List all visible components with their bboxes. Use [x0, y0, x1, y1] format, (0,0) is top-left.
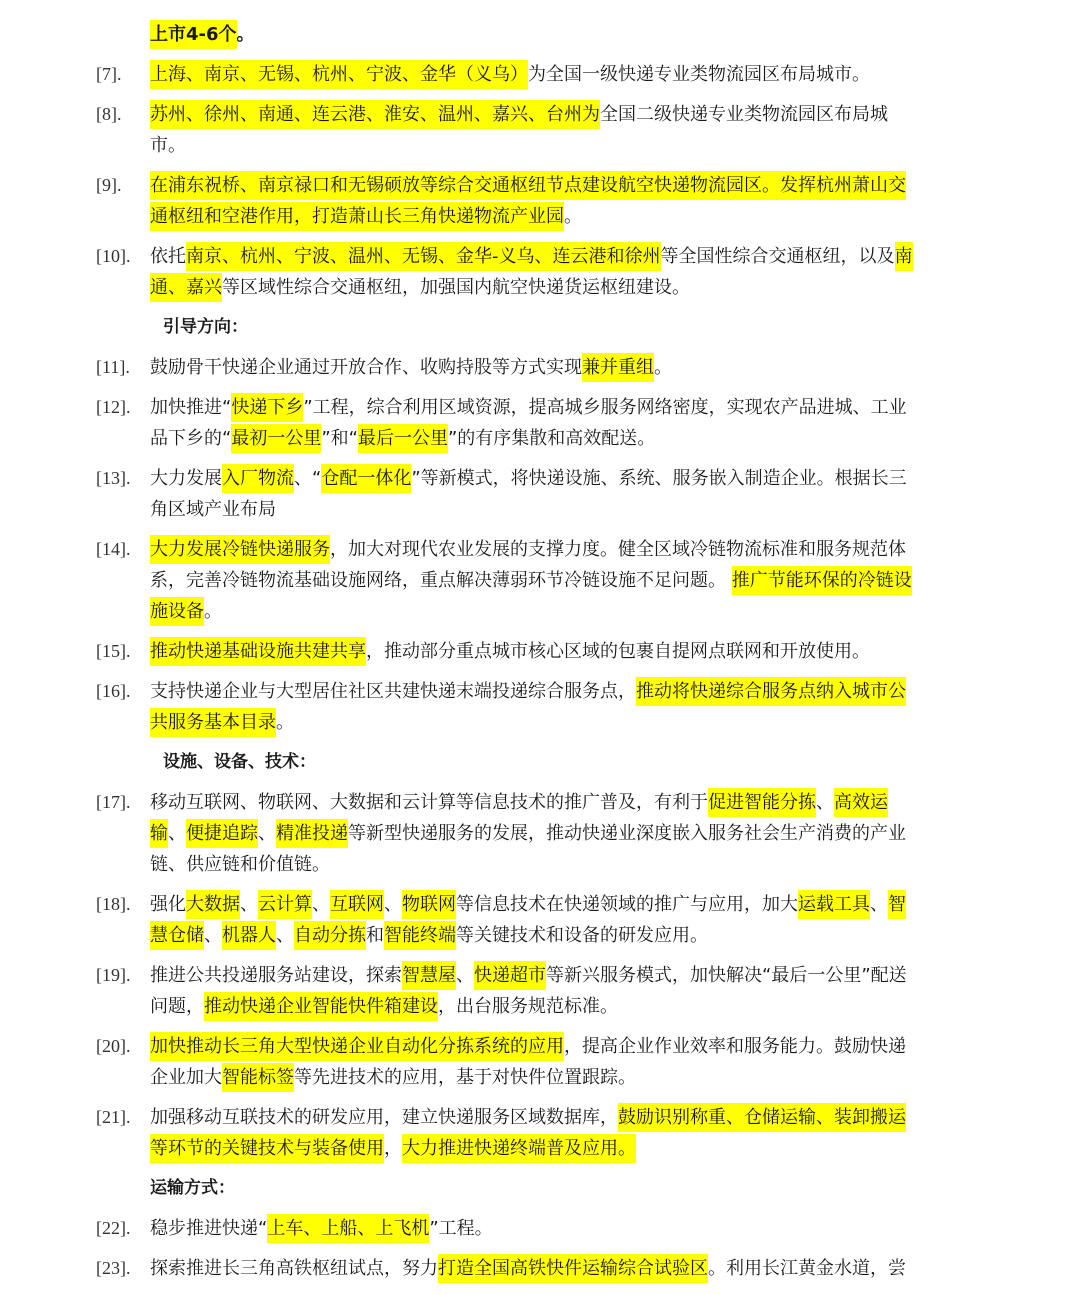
list-item: [96, 889, 914, 951]
text-segment: 加快推进“: [150, 397, 232, 418]
list-item: [96, 960, 914, 1022]
text-segment: 。: [204, 601, 222, 622]
text-segment: 推进公共投递服务站建设，探索: [150, 965, 402, 986]
item-number: [7].: [96, 64, 122, 84]
highlighted-text: 运载工具: [798, 890, 870, 919]
highlighted-text: 高效运输: [150, 788, 888, 848]
section-heading: 运输方式：: [150, 1178, 235, 1198]
highlighted-text: 自动分拣: [294, 921, 366, 950]
item-number: [16].: [96, 681, 131, 701]
highlighted-text: 智能终端: [384, 921, 456, 950]
text-segment: 、: [384, 894, 402, 915]
text-segment: 、: [312, 894, 330, 915]
highlighted-text: 便捷追踪: [186, 819, 258, 848]
text-segment: 。: [276, 712, 294, 733]
highlighted-text: 互联网: [330, 890, 384, 919]
highlighted-text: 推动快递企业智能快件箱建设: [204, 992, 438, 1021]
text-segment: 。: [564, 206, 582, 227]
item-number: [15].: [96, 641, 131, 661]
text-segment: 等全国性综合交通枢纽，以及: [660, 246, 895, 267]
highlighted-text: 上海、南京、无锡、杭州、宁波、金华（义乌）: [150, 60, 528, 89]
item-number: [14].: [96, 539, 131, 559]
highlighted-text: 大力推进快递终端普及应用。: [402, 1134, 636, 1163]
section-heading: 引导方向：: [163, 317, 248, 337]
highlighted-text: 加快推动长三角大型快递企业自动化分拣系统的应用: [150, 1032, 564, 1061]
highlighted-text: 推动将快递综合服务点纳入城市公共服务基本目录: [150, 677, 906, 737]
text-segment: 等关键技术和设备的研发应用。: [456, 925, 708, 946]
text-segment: 支持快递企业与大型居住社区共建快递末端投递综合服务点，: [150, 681, 636, 702]
list-item: [96, 1253, 914, 1284]
list-item: [96, 352, 914, 383]
highlighted-text: 精准投递: [276, 819, 348, 848]
item-number: [9].: [96, 175, 122, 195]
text-segment: 。: [654, 357, 672, 378]
highlighted-text: 最后一公里: [358, 424, 448, 453]
item-number: [17].: [96, 792, 131, 812]
item-number: [12].: [96, 397, 131, 417]
highlighted-text: 推动快递基础设施共建共享: [150, 637, 366, 666]
highlighted-text: 快递下乡: [231, 393, 303, 422]
text-segment: 、“: [294, 468, 322, 489]
highlighted-text: 促进智能分拣: [708, 788, 816, 817]
text-segment: 鼓励骨干快递企业通过开放合作、收购持股等方式实现: [150, 357, 582, 378]
section-heading: 设施、设备、技术：: [163, 752, 316, 772]
highlighted-text: 南通、嘉兴: [150, 242, 913, 302]
list-item: [96, 787, 914, 880]
text-segment: 全国二级快递专业类物流园区布局城市。: [150, 104, 888, 156]
text-segment: ，提高企业作业效率和服务能力。鼓励快递企业加大: [150, 1036, 906, 1088]
highlighted-text: 打造全国高铁快件运输综合试验区: [438, 1254, 708, 1283]
text-segment: ，加大对现代农业发展的支撑力度。健全区域冷链物流标准和服务规范体系，完善冷链物流基础设施网络，重点解决薄弱环节冷链设施不足问题。: [150, 539, 906, 591]
list-item: [96, 241, 914, 303]
list-item: [96, 1102, 914, 1164]
text-segment: 等区域性综合交通枢纽，加强国内航空快递货运枢纽建设。: [222, 277, 690, 298]
item-number: [20].: [96, 1036, 131, 1056]
item-number: [8].: [96, 104, 122, 124]
list-item: [96, 1031, 914, 1093]
highlighted-text: 仓配一体化: [321, 464, 411, 493]
text-segment: 。利用长江黄金水道，尝: [708, 1258, 906, 1279]
list-item: [96, 534, 914, 627]
highlighted-text: 4-6: [186, 20, 219, 49]
item-number: [23].: [96, 1258, 131, 1278]
highlighted-text: 云计算: [258, 890, 312, 919]
text-segment: 、: [276, 925, 294, 946]
text-segment: ”的有序集散和高效配送。: [447, 428, 656, 449]
text-segment: 稳步推进快递“: [150, 1218, 268, 1239]
text-segment: 、: [870, 894, 888, 915]
highlighted-text: 智慧屋: [402, 961, 456, 990]
highlighted-text: 最初一公里: [231, 424, 321, 453]
list-item: [96, 99, 914, 161]
text-segment: 强化: [150, 894, 186, 915]
list-item: [96, 19, 914, 50]
item-number: [22].: [96, 1218, 131, 1238]
highlighted-text: 苏州、徐州、南通、连云港、淮安、温州、嘉兴、台州为: [150, 100, 600, 129]
text-segment: ”和“: [321, 428, 358, 449]
highlighted-text: 物联网: [402, 890, 456, 919]
highlighted-text: 推广节能环保的冷链设施设备: [150, 566, 912, 626]
item-number: [11].: [96, 357, 130, 377]
highlighted-text: 机器人: [222, 921, 276, 950]
highlighted-text: 大数据: [186, 890, 240, 919]
text-segment: 、: [204, 925, 222, 946]
text-segment: 为全国一级快递专业类物流园区布局城市。: [528, 64, 870, 85]
text-segment: 等信息技术在快递领域的推广与应用，加大: [456, 894, 798, 915]
item-number: [18].: [96, 894, 131, 914]
list-item: [96, 1213, 914, 1244]
list-item: [96, 170, 914, 232]
highlighted-text: 快递超市: [474, 961, 546, 990]
highlighted-text: 智慧仓储: [150, 890, 906, 950]
text-segment: 等新兴服务模式，加快解决“最后一公里”配送问题，: [150, 965, 907, 1017]
list-item: [96, 636, 914, 667]
list-item: [96, 59, 914, 90]
highlighted-text: 智能标签: [222, 1063, 294, 1092]
text-segment: 等先进技术的应用，基于对快件位置跟踪。: [294, 1067, 636, 1088]
text-segment: 加强移动互联技术的研发应用，建立快递服务区域数据库，: [150, 1107, 618, 1128]
list-item: [96, 392, 914, 454]
text-segment: 、: [240, 894, 258, 915]
highlighted-text: 鼓励识别称重、仓储运输、装卸搬运等环节的关键技术与装备使用: [150, 1103, 906, 1163]
document-page: [96, 19, 916, 1293]
list-item: [96, 676, 914, 738]
text-segment: 移动互联网、物联网、大数据和云计算等信息技术的推广普及，有利于: [150, 792, 708, 813]
highlighted-text: 个: [219, 20, 237, 49]
highlighted-text: 南京、杭州、宁波、温州、无锡、金华-义乌、连云港和徐州: [186, 242, 661, 271]
highlighted-text: 入厂物流: [222, 464, 294, 493]
item-number: [19].: [96, 965, 131, 985]
text-segment: 、: [258, 823, 276, 844]
text-segment: ，: [384, 1138, 402, 1159]
text-segment: ”工程。: [429, 1218, 493, 1239]
text-segment: 依托: [150, 246, 186, 267]
text-segment: 、: [168, 823, 186, 844]
highlighted-text: 大力发展冷链快递服务: [150, 535, 330, 564]
list-item: [96, 463, 914, 525]
text-segment: 。: [236, 24, 255, 45]
text-segment: 和: [366, 925, 384, 946]
text-segment: 、: [456, 965, 474, 986]
highlighted-text: 上车、上船、上飞机: [267, 1214, 429, 1243]
text-segment: ，推动部分重点城市核心区域的包裹自提网点联网和开放使用。: [366, 641, 870, 662]
text-segment: 大力发展: [150, 468, 222, 489]
text-segment: 探索推进长三角高铁枢纽试点，努力: [150, 1258, 438, 1279]
item-number: [21].: [96, 1107, 131, 1127]
item-number: [10].: [96, 246, 131, 266]
highlighted-text: 在浦东祝桥、南京禄口和无锡硕放等综合交通枢纽节点建设航空快递物流园区。发挥杭州萧山交通枢纽和空港作用，打造萧山长三角快递物流产业园: [150, 171, 906, 231]
text-segment: 等新型快递服务的发展，推动快递业深度嵌入服务社会生产消费的产业链、供应链和价值链。: [150, 823, 906, 875]
text-segment: ”等新模式，将快递设施、系统、服务嵌入制造企业。根据长三角区域产业布局: [150, 468, 907, 520]
highlighted-text: 兼并重组: [582, 353, 654, 382]
highlighted-text: 上市: [150, 20, 186, 49]
text-segment: ，出台服务规范标准。: [438, 996, 618, 1017]
text-segment: ”工程，综合利用区域资源，提高城乡服务网络密度，实现农产品进城、工业品下乡的“: [150, 397, 907, 449]
text-segment: 、: [816, 792, 834, 813]
item-number: [13].: [96, 468, 131, 488]
